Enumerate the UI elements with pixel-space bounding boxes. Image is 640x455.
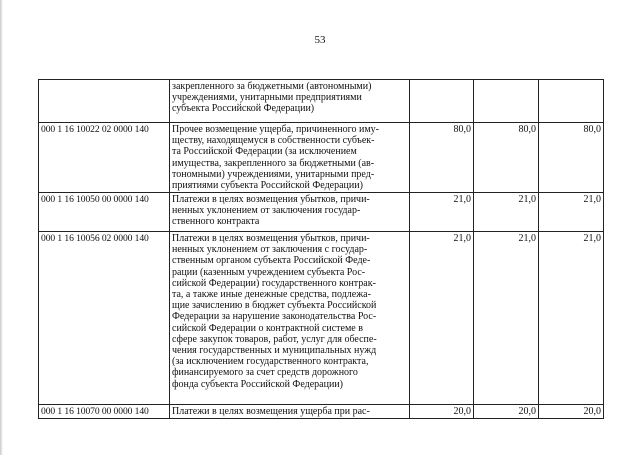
description-cell: Платежи в целях возмещения убытков, причи- ненных уклонением от заключения государ- ственного контракта [170,193,410,232]
amount-cell-year-1: 80,0 [410,123,474,193]
description-cell: закрепленного за бюджетными (автономными) учреждениями, унитарными предприятиями субъекта Российской Федерации) [170,80,410,123]
budget-code-cell: 000 1 16 10070 00 0000 140 [39,405,170,419]
description-cell: Прочее возмещение ущерба, причиненного иму- ществу, находящемуся в собственности субъек- та Российской Федерации (за исключением имущества, закрепленного за бюджетными (ав- тономными) учреждениями, унитарными пред- приятиями субъекта Российской Федерации) [170,123,410,193]
amount-cell-year-3 [539,80,604,123]
amount-cell-year-2: 21,0 [474,232,539,405]
budget-code-cell: 000 1 16 10056 02 0000 140 [39,232,170,405]
amount-cell-year-3: 20,0 [539,405,604,419]
description-cell: Платежи в целях возмещения убытков, причи- ненных уклонением от заключения с государ- ственным органом субъекта Российской Феде- рации (казенным учреждением субъекта Рос- сийской Федерации) государственного контрак- та, а также иные денежные средства, подлежа- щие зачислению в бюджет субъекта Российской Федерации за нарушение законодательства Рос- сийской Федерации о контрактной системе в сфере закупок товаров, работ, услуг для обеспе- чения государственных и муниципальных нужд (за исключением государственного контракта, финансируемого за счет средств дорожного фонда субъекта Российской Федерации) [170,232,410,405]
amount-cell-year-1: 21,0 [410,193,474,232]
budget-code-cell [39,80,170,123]
description-cell: Платежи в целях возмещения ущерба при рас- [170,405,410,419]
amount-cell-year-2: 20,0 [474,405,539,419]
amount-cell-year-3: 21,0 [539,232,604,405]
page-number: 53 [314,34,326,46]
budget-code-cell: 000 1 16 10022 02 0000 140 [39,123,170,193]
amount-cell-year-3: 21,0 [539,193,604,232]
amount-cell-year-1 [410,80,474,123]
budget-revenue-table [38,79,604,419]
amount-cell-year-3: 80,0 [539,123,604,193]
amount-cell-year-2: 21,0 [474,193,539,232]
scan-edge-shadow [0,0,3,455]
amount-cell-year-2 [474,80,539,123]
table-row [39,405,604,419]
table-row [39,232,604,405]
table-row [39,123,604,193]
amount-cell-year-2: 80,0 [474,123,539,193]
amount-cell-year-1: 20,0 [410,405,474,419]
budget-code-cell: 000 1 16 10050 00 0000 140 [39,193,170,232]
table-row [39,193,604,232]
amount-cell-year-1: 21,0 [410,232,474,405]
table-row [39,80,604,123]
